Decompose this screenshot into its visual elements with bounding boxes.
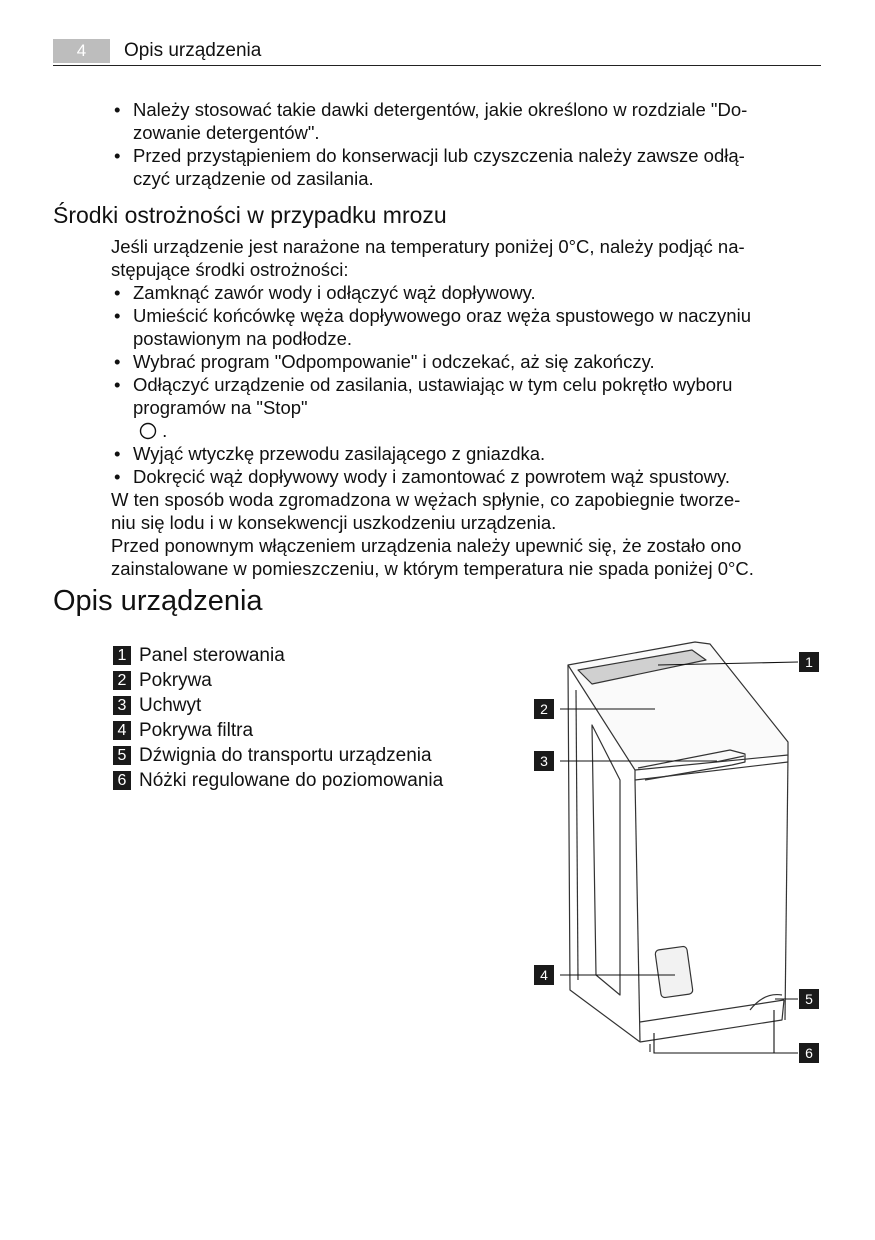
page-number: 4 bbox=[53, 39, 110, 63]
part-number-badge: 2 bbox=[113, 671, 131, 690]
list-item: • Odłączyć urządzenie od zasilania, ustawiając w tym celu pokrętło wyboru programów na "Stop" . bbox=[111, 373, 823, 442]
parts-list bbox=[113, 643, 443, 793]
list-item: • Należy stosować takie dawki detergentów, jakie określono w rozdziale "Do- zowanie detergentów". bbox=[111, 98, 823, 144]
part-number-badge: 4 bbox=[113, 721, 131, 740]
list-item bbox=[113, 718, 443, 743]
part-number-badge: 5 bbox=[113, 746, 131, 765]
part-number-badge: 6 bbox=[113, 771, 131, 790]
list-item bbox=[113, 693, 443, 718]
part-label: Pokrywa filtra bbox=[139, 720, 254, 741]
list-item: • Wyjąć wtyczkę przewodu zasilającego z gniazdka. bbox=[111, 442, 823, 465]
washing-machine-figure bbox=[520, 630, 840, 1080]
part-label: Uchwyt bbox=[139, 695, 202, 716]
part-number-badge: 3 bbox=[113, 696, 131, 715]
part-label: Dźwignia do transportu urządzenia bbox=[139, 745, 432, 766]
header-divider bbox=[53, 65, 821, 66]
header-title: Opis urządzenia bbox=[124, 40, 262, 61]
list-item bbox=[113, 768, 443, 793]
frost-intro-line: stępujące środki ostrożności: bbox=[111, 259, 349, 280]
frost-body bbox=[111, 235, 823, 580]
intro-bullets bbox=[111, 98, 823, 190]
callout-3: 3 bbox=[534, 751, 554, 771]
frost-intro-line: Jeśli urządzenie jest narażone na temperatury poniżej 0°C, należy podjąć na- bbox=[111, 236, 745, 257]
callout-1: 1 bbox=[799, 652, 819, 672]
description-heading: Opis urządzenia bbox=[53, 585, 263, 617]
callout-5: 5 bbox=[799, 989, 819, 1009]
list-item bbox=[113, 743, 443, 768]
frost-outro-line: niu się lodu i w konsekwencji uszkodzeniu urządzenia. bbox=[111, 512, 557, 533]
list-item: • Dokręcić wąż dopływowy wody i zamontować z powrotem wąż spustowy. bbox=[111, 465, 823, 488]
page-header bbox=[53, 38, 821, 66]
part-number-badge: 1 bbox=[113, 646, 131, 665]
list-item: • Wybrać program "Odpompowanie" i odczekać, aż się zakończy. bbox=[111, 350, 823, 373]
callout-6: 6 bbox=[799, 1043, 819, 1063]
callout-2: 2 bbox=[534, 699, 554, 719]
part-label: Panel sterowania bbox=[139, 645, 285, 666]
washing-machine-illustration bbox=[520, 630, 840, 1080]
list-item bbox=[113, 643, 443, 668]
part-label: Pokrywa bbox=[139, 670, 212, 691]
frost-outro-line: Przed ponownym włączeniem urządzenia należy upewnić się, że zostało ono bbox=[111, 535, 742, 556]
frost-heading: Środki ostrożności w przypadku mrozu bbox=[53, 202, 447, 228]
list-item: • Zamknąć zawór wody i odłączyć wąż dopływowy. bbox=[111, 281, 823, 304]
frost-outro-line: zainstalowane w pomieszczeniu, w którym temperatura nie spada poniżej 0°C. bbox=[111, 558, 754, 579]
list-item: • Umieścić końcówkę węża dopływowego oraz węża spustowego w naczyniu postawionym na podłodze. bbox=[111, 304, 823, 350]
list-item bbox=[113, 668, 443, 693]
part-label: Nóżki regulowane do poziomowania bbox=[139, 770, 444, 791]
stop-circle-icon bbox=[139, 422, 157, 440]
frost-outro-line: W ten sposób woda zgromadzona w wężach spłynie, co zapobiegnie tworze- bbox=[111, 489, 741, 510]
list-item: • Przed przystąpieniem do konserwacji lub czyszczenia należy zawsze odłą- czyć urządzenie od zasilania. bbox=[111, 144, 823, 190]
callout-4: 4 bbox=[534, 965, 554, 985]
